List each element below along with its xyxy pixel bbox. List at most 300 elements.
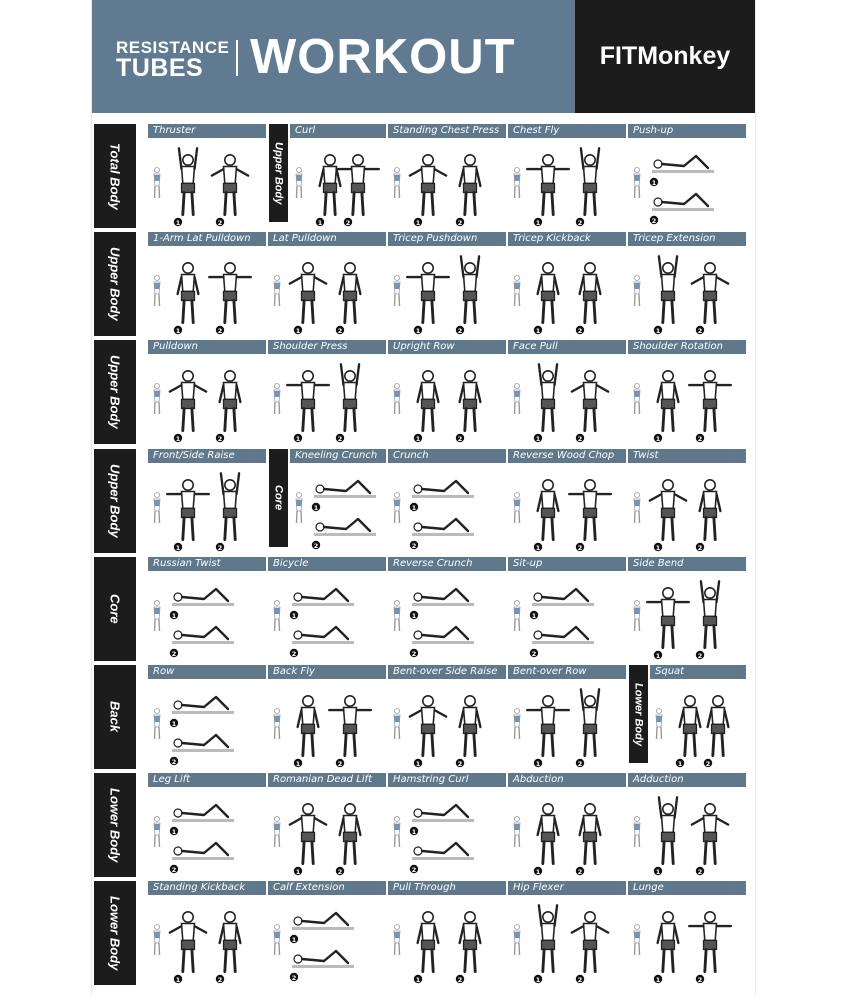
exercise-card-thruster — [148, 124, 266, 228]
muscle-map-icon — [274, 709, 280, 740]
exercise-card-tricep-pushdown — [388, 232, 506, 336]
step-number-badge — [174, 326, 182, 335]
exercise-name: Reverse Wood Chop — [508, 449, 626, 463]
category-label-text: Upper Body — [107, 247, 123, 321]
title-divider — [236, 40, 238, 76]
svg-text:2: 2 — [217, 219, 223, 227]
exercise-card-shoulder-press — [268, 340, 386, 444]
step-number-badge — [534, 867, 542, 876]
step-number-badge — [414, 218, 422, 227]
exercise-card-crunch — [388, 449, 506, 553]
step-number-badge — [654, 867, 662, 876]
svg-text:1: 1 — [171, 828, 177, 836]
exercise-card-twist — [628, 449, 746, 553]
exercise-illustration — [148, 465, 266, 553]
muscle-map-icon — [634, 384, 640, 415]
muscle-map-icon — [634, 817, 640, 848]
exercise-figure — [221, 473, 239, 539]
svg-text:2: 2 — [651, 217, 657, 225]
poster-title: WORKOUT — [250, 30, 516, 84]
exercise-name: Bicycle — [268, 557, 386, 571]
exercise-card-bent-over-side-raise — [388, 665, 506, 769]
exercise-illustration — [268, 248, 386, 336]
exercise-figure — [298, 696, 319, 756]
exercise-figure — [320, 155, 341, 215]
step-number-badge — [216, 218, 224, 227]
svg-text:1: 1 — [171, 720, 177, 728]
exercise-figure — [172, 697, 234, 714]
exercise-illustration — [650, 681, 746, 769]
category-label-upper-body — [94, 340, 136, 444]
svg-text:2: 2 — [577, 544, 583, 552]
exercise-illustration — [148, 140, 266, 228]
step-number-badge — [696, 651, 704, 660]
title-banner — [92, 0, 575, 113]
step-number-badge — [530, 649, 538, 658]
exercise-figure — [167, 480, 209, 540]
step-number-badge — [456, 975, 464, 984]
step-number-badge — [696, 326, 704, 335]
exercise-name: Hip Flexer — [508, 881, 626, 895]
exercise-illustration — [268, 356, 386, 444]
exercise-illustration — [388, 248, 506, 336]
svg-text:2: 2 — [337, 327, 343, 335]
exercise-figure — [418, 371, 439, 431]
category-label-text: Total Body — [107, 142, 123, 210]
step-number-badge — [170, 611, 178, 620]
step-number-badge — [410, 865, 418, 874]
exercise-illustration — [388, 140, 506, 228]
step-number-badge — [654, 543, 662, 552]
exercise-illustration — [388, 789, 506, 877]
brand-block — [575, 0, 755, 113]
exercise-name: Pull Through — [388, 881, 506, 895]
exercise-figure — [701, 581, 719, 647]
step-number-badge — [414, 434, 422, 443]
svg-text:2: 2 — [457, 760, 463, 768]
exercise-figure — [412, 843, 474, 860]
svg-text:2: 2 — [217, 976, 223, 984]
step-number-badge — [312, 503, 320, 512]
exercise-figure — [340, 263, 361, 323]
muscle-map-icon — [514, 601, 520, 632]
svg-text:1: 1 — [411, 612, 417, 620]
exercise-name: Leg Lift — [148, 773, 266, 787]
muscle-map-icon — [514, 493, 520, 524]
exercise-figure — [580, 263, 601, 323]
exercise-illustration — [148, 681, 266, 769]
exercise-figure — [172, 589, 234, 606]
exercise-name: 1-Arm Lat Pulldown — [148, 232, 266, 246]
muscle-map-icon — [296, 493, 302, 524]
muscle-map-icon — [154, 493, 160, 524]
muscle-map-icon — [154, 276, 160, 307]
step-number-badge — [336, 434, 344, 443]
svg-text:1: 1 — [313, 504, 319, 512]
step-number-badge — [576, 543, 584, 552]
svg-text:1: 1 — [175, 327, 181, 335]
exercise-illustration — [508, 356, 626, 444]
exercise-card-shoulder-rotation — [628, 340, 746, 444]
step-number-badge — [576, 867, 584, 876]
exercise-card-squat — [650, 665, 746, 769]
svg-text:1: 1 — [655, 327, 661, 335]
exercise-illustration — [268, 789, 386, 877]
svg-text:2: 2 — [411, 542, 417, 550]
exercise-figure — [538, 480, 559, 540]
muscle-map-icon — [394, 276, 400, 307]
exercise-card-pulldown — [148, 340, 266, 444]
svg-text:1: 1 — [415, 976, 421, 984]
exercise-name: Bent-over Row — [508, 665, 626, 679]
exercise-figure — [290, 804, 326, 864]
svg-text:2: 2 — [337, 435, 343, 443]
svg-text:2: 2 — [291, 974, 297, 982]
step-number-badge — [654, 326, 662, 335]
exercise-name: Adduction — [628, 773, 746, 787]
exercise-figure — [461, 256, 479, 322]
step-number-badge — [654, 975, 662, 984]
exercise-illustration — [628, 789, 746, 877]
exercise-illustration — [628, 465, 746, 553]
step-number-badge — [216, 326, 224, 335]
exercise-figure — [220, 912, 241, 972]
exercise-figure — [658, 371, 679, 431]
exercise-figure — [581, 689, 599, 755]
exercise-illustration — [268, 897, 386, 985]
exercise-illustration — [148, 573, 266, 661]
svg-text:2: 2 — [697, 868, 703, 876]
svg-text:1: 1 — [411, 504, 417, 512]
exercise-card-tricep-kickback — [508, 232, 626, 336]
muscle-map-icon — [514, 925, 520, 956]
exercise-name: Row — [148, 665, 266, 679]
muscle-map-icon — [154, 168, 160, 199]
step-number-badge — [696, 543, 704, 552]
category-label-text: Back — [107, 701, 123, 733]
muscle-map-icon — [394, 493, 400, 524]
exercise-card-kneeling-crunch — [290, 449, 386, 553]
workout-poster — [92, 0, 755, 995]
exercise-illustration — [508, 897, 626, 985]
exercise-figure — [329, 696, 371, 756]
muscle-map-icon — [154, 709, 160, 740]
step-number-badge — [650, 178, 658, 187]
exercise-name: Hamstring Curl — [388, 773, 506, 787]
exercise-figure — [412, 805, 474, 822]
step-number-badge — [576, 759, 584, 768]
exercise-figure — [341, 364, 359, 430]
exercise-card-hamstring-curl — [388, 773, 506, 877]
step-number-badge — [456, 759, 464, 768]
step-number-badge — [654, 651, 662, 660]
exercise-name: Crunch — [388, 449, 506, 463]
exercise-illustration — [628, 248, 746, 336]
subtitle-line2: TUBES — [116, 54, 204, 82]
exercise-figure — [650, 480, 686, 540]
svg-text:2: 2 — [313, 542, 319, 550]
exercise-figure — [412, 481, 474, 498]
step-number-badge — [290, 935, 298, 944]
exercise-figure — [652, 156, 714, 173]
exercise-name: Front/Side Raise — [148, 449, 266, 463]
exercise-card-upright-row — [388, 340, 506, 444]
step-number-badge — [290, 611, 298, 620]
exercise-figure — [581, 148, 599, 214]
step-number-badge — [294, 434, 302, 443]
exercise-figure — [292, 951, 354, 968]
exercise-name: Calf Extension — [268, 881, 386, 895]
exercise-name: Tricep Pushdown — [388, 232, 506, 246]
exercise-card-row — [148, 665, 266, 769]
exercise-card-leg-lift — [148, 773, 266, 877]
exercise-name: Shoulder Press — [268, 340, 386, 354]
svg-text:2: 2 — [171, 866, 177, 874]
exercise-figure — [527, 155, 569, 215]
exercise-name: Kneeling Crunch — [290, 449, 386, 463]
svg-text:2: 2 — [457, 976, 463, 984]
exercise-illustration — [388, 356, 506, 444]
svg-text:1: 1 — [655, 544, 661, 552]
exercise-illustration — [148, 356, 266, 444]
exercise-card-lat-pulldown — [268, 232, 386, 336]
exercise-name: Shoulder Rotation — [628, 340, 746, 354]
exercise-figure — [647, 588, 689, 648]
category-label-back — [94, 665, 136, 769]
svg-text:1: 1 — [171, 612, 177, 620]
inline-category-label-text: Lower Body — [632, 682, 645, 746]
exercise-figure — [692, 263, 728, 323]
svg-text:2: 2 — [577, 435, 583, 443]
svg-text:1: 1 — [295, 327, 301, 335]
muscle-map-icon — [514, 817, 520, 848]
muscle-map-icon — [634, 168, 640, 199]
exercise-figure — [460, 696, 481, 756]
muscle-map-icon — [634, 493, 640, 524]
exercise-illustration — [290, 465, 386, 553]
exercise-illustration — [628, 897, 746, 985]
step-number-badge — [336, 867, 344, 876]
category-label-lower-body — [94, 773, 136, 877]
exercise-figure — [572, 371, 608, 431]
exercise-card-hip-flexer — [508, 881, 626, 985]
exercise-name: Abduction — [508, 773, 626, 787]
exercise-name: Pulldown — [148, 340, 266, 354]
svg-text:1: 1 — [175, 544, 181, 552]
step-number-badge — [294, 326, 302, 335]
category-label-upper-body — [94, 449, 136, 553]
step-number-badge — [676, 759, 684, 768]
step-number-badge — [410, 827, 418, 836]
exercise-figure — [580, 804, 601, 864]
exercise-card-lunge — [628, 881, 746, 985]
exercise-figure — [170, 371, 206, 431]
exercise-name: Twist — [628, 449, 746, 463]
exercise-figure — [172, 627, 234, 644]
exercise-figure — [412, 519, 474, 536]
exercise-name: Romanian Dead Lift — [268, 773, 386, 787]
step-number-badge — [216, 975, 224, 984]
exercise-figure — [658, 912, 679, 972]
svg-text:2: 2 — [171, 758, 177, 766]
inline-category-label-text: Upper Body — [272, 141, 285, 205]
exercise-illustration — [268, 681, 386, 769]
inline-category-label-text: Core — [272, 485, 285, 511]
step-number-badge — [576, 975, 584, 984]
exercise-illustration — [388, 573, 506, 661]
exercise-figure — [292, 589, 354, 606]
muscle-map-icon — [394, 817, 400, 848]
exercise-figure — [692, 804, 728, 864]
svg-text:2: 2 — [217, 327, 223, 335]
exercise-figure — [209, 263, 251, 323]
svg-text:1: 1 — [317, 219, 323, 227]
exercise-name: Standing Kickback — [148, 881, 266, 895]
svg-text:1: 1 — [655, 976, 661, 984]
exercise-card-tricep-extension — [628, 232, 746, 336]
exercise-figure — [412, 627, 474, 644]
svg-text:1: 1 — [291, 612, 297, 620]
exercise-card-reverse-wood-chop — [508, 449, 626, 553]
muscle-map-icon — [634, 601, 640, 632]
svg-text:1: 1 — [415, 760, 421, 768]
exercise-name: Tricep Extension — [628, 232, 746, 246]
exercise-illustration — [268, 573, 386, 661]
step-number-badge — [534, 434, 542, 443]
category-label-lower-body — [94, 881, 136, 985]
exercise-name: Thruster — [148, 124, 266, 138]
exercise-figure — [460, 912, 481, 972]
exercise-card-push-up — [628, 124, 746, 228]
exercise-figure — [527, 696, 569, 756]
svg-text:1: 1 — [291, 936, 297, 944]
svg-text:2: 2 — [337, 760, 343, 768]
svg-text:1: 1 — [411, 828, 417, 836]
exercise-name: Upright Row — [388, 340, 506, 354]
exercise-figure — [652, 194, 714, 211]
svg-text:2: 2 — [345, 219, 351, 227]
exercise-illustration — [628, 140, 746, 228]
svg-text:1: 1 — [535, 219, 541, 227]
svg-text:1: 1 — [535, 544, 541, 552]
muscle-map-icon — [634, 276, 640, 307]
subtitle-line1: RESISTANCE — [116, 38, 230, 57]
exercise-figure — [220, 371, 241, 431]
svg-text:2: 2 — [577, 219, 583, 227]
exercise-figure — [572, 912, 608, 972]
exercise-figure — [410, 696, 446, 756]
svg-text:1: 1 — [535, 868, 541, 876]
svg-text:1: 1 — [655, 652, 661, 660]
category-label-text: Core — [107, 594, 123, 624]
step-number-badge — [696, 867, 704, 876]
category-label-total-body — [94, 124, 136, 228]
muscle-map-icon — [154, 601, 160, 632]
exercise-card-curl — [290, 124, 386, 228]
exercise-name: Push-up — [628, 124, 746, 138]
step-number-badge — [170, 757, 178, 766]
step-number-badge — [174, 434, 182, 443]
exercise-figure — [337, 155, 379, 215]
exercise-figure — [314, 481, 376, 498]
step-number-badge — [456, 326, 464, 335]
exercise-illustration — [508, 789, 626, 877]
exercise-name: Russian Twist — [148, 557, 266, 571]
svg-text:1: 1 — [415, 327, 421, 335]
step-number-badge — [170, 865, 178, 874]
exercise-name: Bent-over Side Raise — [388, 665, 506, 679]
svg-text:2: 2 — [457, 327, 463, 335]
exercise-card-reverse-crunch — [388, 557, 506, 661]
step-number-badge — [530, 611, 538, 620]
exercise-figure — [178, 263, 199, 323]
exercise-card-abduction — [508, 773, 626, 877]
exercise-card-standing-kickback — [148, 881, 266, 985]
step-number-badge — [294, 867, 302, 876]
exercise-figure — [708, 696, 729, 756]
svg-text:2: 2 — [697, 435, 703, 443]
step-number-badge — [170, 649, 178, 658]
exercise-card-1-arm-lat-pulldown — [148, 232, 266, 336]
svg-text:2: 2 — [171, 650, 177, 658]
muscle-map-icon — [274, 276, 280, 307]
muscle-map-icon — [394, 925, 400, 956]
svg-text:1: 1 — [535, 976, 541, 984]
muscle-map-icon — [514, 384, 520, 415]
svg-text:2: 2 — [411, 650, 417, 658]
exercise-name: Side Bend — [628, 557, 746, 571]
svg-text:1: 1 — [415, 435, 421, 443]
exercise-figure — [569, 480, 611, 540]
exercise-figure — [287, 371, 329, 431]
exercise-figure — [539, 364, 557, 430]
step-number-badge — [696, 434, 704, 443]
exercise-illustration — [290, 140, 386, 228]
exercise-illustration — [388, 465, 506, 553]
exercise-name: Lunge — [628, 881, 746, 895]
svg-text:2: 2 — [457, 435, 463, 443]
exercise-card-sit-up — [508, 557, 626, 661]
exercise-illustration — [388, 681, 506, 769]
exercise-name: Curl — [290, 124, 386, 138]
exercise-name: Sit-up — [508, 557, 626, 571]
step-number-badge — [312, 541, 320, 550]
svg-text:1: 1 — [655, 868, 661, 876]
exercise-figure — [532, 589, 594, 606]
step-number-badge — [410, 611, 418, 620]
muscle-map-icon — [274, 384, 280, 415]
exercise-card-face-pull — [508, 340, 626, 444]
exercise-illustration — [508, 573, 626, 661]
muscle-map-icon — [514, 709, 520, 740]
svg-text:2: 2 — [697, 327, 703, 335]
step-number-badge — [704, 759, 712, 768]
exercise-illustration — [628, 573, 746, 661]
exercise-illustration — [148, 897, 266, 985]
svg-text:2: 2 — [291, 650, 297, 658]
inline-category-label-lower-body — [629, 665, 648, 763]
muscle-map-icon — [394, 601, 400, 632]
muscle-map-icon — [394, 384, 400, 415]
exercise-figure — [539, 905, 557, 971]
step-number-badge — [336, 326, 344, 335]
category-label-text: Upper Body — [107, 355, 123, 429]
svg-text:1: 1 — [295, 868, 301, 876]
exercise-illustration — [148, 248, 266, 336]
step-number-badge — [534, 759, 542, 768]
svg-text:1: 1 — [295, 760, 301, 768]
exercise-figure — [700, 480, 721, 540]
